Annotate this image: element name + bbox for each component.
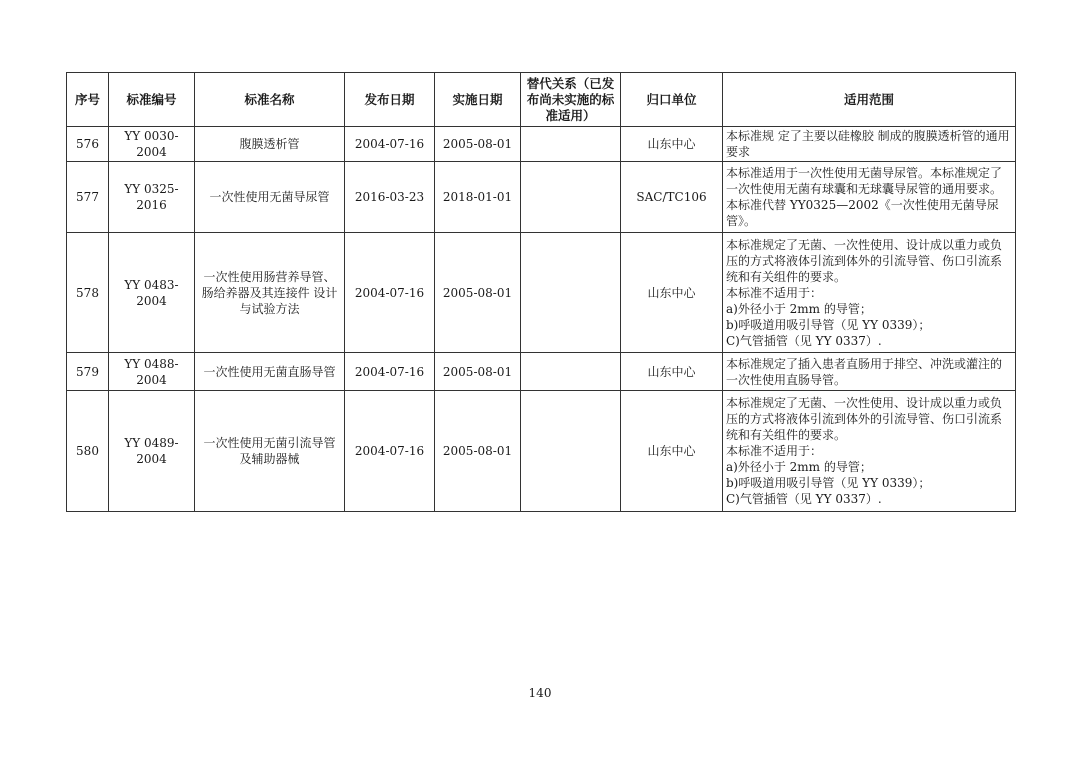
row-name: 一次性使用无菌直肠导管 [195, 353, 345, 391]
scope-line: 本标准规 定了主要以硅橡胶 制成的腹膜透析管的通用要求 [726, 129, 1010, 159]
row-pub-date: 2004-07-16 [345, 127, 435, 162]
row-pub-date: 2004-07-16 [345, 353, 435, 391]
row-replacement [521, 162, 621, 233]
scope-line: b)呼吸道用吸引导管（见 YY 0339）； [726, 317, 931, 332]
scope-line: 本标准适用于一次性使用无菌导尿管。本标准规定了一次性使用无菌有球囊和无球囊导尿管的通用要求。本标准代替 YY0325—2002《一次性使用无菌导尿管》。 [726, 166, 1003, 228]
row-unit: SAC/TC106 [621, 162, 723, 233]
row-name: 腹膜透析管 [195, 127, 345, 162]
row-no: 577 [67, 162, 109, 233]
header-no: 序号 [67, 73, 109, 127]
scope-line: C)气管插管（见 YY 0337）. [726, 492, 882, 506]
row-unit: 山东中心 [621, 233, 723, 353]
row-code: YY 0488-2004 [109, 353, 195, 391]
row-impl-date: 2005-08-01 [435, 127, 521, 162]
header-scope: 适用范围 [723, 73, 1016, 127]
row-unit: 山东中心 [621, 353, 723, 391]
row-name: 一次性使用无菌引流导管及辅助器械 [195, 391, 345, 512]
scope-line: 本标准不适用于： [726, 285, 823, 300]
row-pub-date: 2004-07-16 [345, 391, 435, 512]
row-scope [723, 127, 1016, 162]
table-row [67, 233, 1016, 353]
row-code: YY 0030-2004 [109, 127, 195, 162]
row-impl-date: 2005-08-01 [435, 391, 521, 512]
row-no: 576 [67, 127, 109, 162]
row-scope [723, 162, 1016, 233]
header-name: 标准名称 [195, 73, 345, 127]
table-row [67, 353, 1016, 391]
row-code: YY 0483-2004 [109, 233, 195, 353]
scope-line: 本标准规定了插入患者直肠用于排空、冲洗或灌注的一次性使用直肠导管。 [726, 356, 1003, 387]
standards-table [66, 72, 1016, 512]
scope-line: b)呼吸道用吸引导管（见 YY 0339）； [726, 476, 931, 490]
page-number: 140 [528, 686, 552, 700]
row-scope [723, 233, 1016, 353]
row-pub-date: 2004-07-16 [345, 233, 435, 353]
row-impl-date: 2005-08-01 [435, 353, 521, 391]
row-code: YY 0489-2004 [109, 391, 195, 512]
table-row [67, 391, 1016, 512]
table-row [67, 162, 1016, 233]
row-scope [723, 353, 1016, 391]
row-name: 一次性使用无菌导尿管 [195, 162, 345, 233]
scope-line: 本标准规定了无菌、一次性使用、设计成以重力或负压的方式将液体引流到体外的引流导管、伤口引流系统和有关组件的要求。 [726, 237, 1003, 284]
header-unit: 归口单位 [621, 73, 723, 127]
row-impl-date: 2005-08-01 [435, 233, 521, 353]
scope-line: a)外径小于 2mm 的导管； [726, 301, 872, 316]
header-code: 标准编号 [109, 73, 195, 127]
scope-line: 本标准规定了无菌、一次性使用、设计成以重力或负压的方式将液体引流到体外的引流导管、伤口引流系统和有关组件的要求。 [726, 396, 1003, 442]
row-impl-date: 2018-01-01 [435, 162, 521, 233]
scope-line: C)气管插管（见 YY 0337）. [726, 333, 882, 348]
scope-line: a)外径小于 2mm 的导管； [726, 460, 872, 474]
row-name: 一次性使用肠营养导管、肠给养器及其连接件 设计与试验方法 [195, 233, 345, 353]
row-unit: 山东中心 [621, 391, 723, 512]
row-scope [723, 391, 1016, 512]
row-unit: 山东中心 [621, 127, 723, 162]
row-pub-date: 2016-03-23 [345, 162, 435, 233]
row-replacement [521, 391, 621, 512]
table-row [67, 127, 1016, 162]
row-code: YY 0325-2016 [109, 162, 195, 233]
scope-line: 本标准不适用于： [726, 444, 823, 458]
row-no: 579 [67, 353, 109, 391]
row-no: 580 [67, 391, 109, 512]
header-row [67, 73, 1016, 127]
row-replacement [521, 233, 621, 353]
header-pub-date: 发布日期 [345, 73, 435, 127]
row-no: 578 [67, 233, 109, 353]
row-replacement [521, 127, 621, 162]
header-replacement: 替代关系（已发布尚未实施的标准适用） [521, 73, 621, 127]
header-impl-date: 实施日期 [435, 73, 521, 127]
row-replacement [521, 353, 621, 391]
